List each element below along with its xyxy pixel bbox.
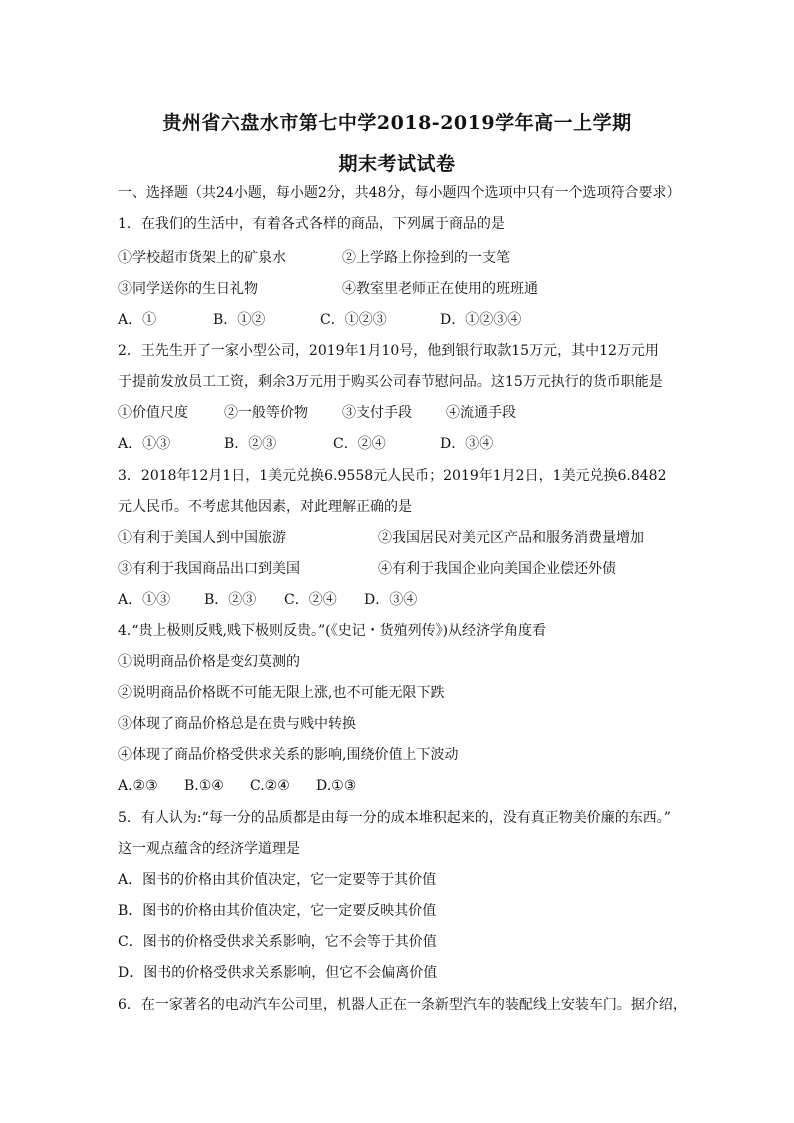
question-6-stem: 6．在一家著名的电动汽车公司里，机器人正在一条新型汽车的装配线上安装车门。据介绍，: [118, 997, 687, 1013]
question-3-item-4: ④有利于我国企业向美国企业偿还外债: [378, 561, 616, 577]
question-3-stem-2: 元人民币。不考虑其他因素，对此理解正确的是: [118, 499, 412, 515]
question-5-choice-a: A．图书的价格由其价值决定，它一定要等于其价值: [118, 872, 437, 888]
question-4-choice-d: D.①③: [316, 778, 357, 794]
question-5-stem-1: 5．有人认为:“每一分的品质都是由每一分的成本堆积起来的，没有真正物美价廉的东西。”: [118, 810, 671, 826]
question-2-item-4: ④流通手段: [446, 405, 516, 421]
question-5-choice-c: C．图书的价格受供求关系影响，它不会等于其价值: [118, 934, 437, 950]
question-1-choice-b: B．①②: [213, 312, 266, 328]
question-5-choice-d: D．图书的价格受供求关系影响，但它不会偏离价值: [118, 965, 438, 981]
question-1-item-1: ①学校超市货架上的矿泉水: [118, 250, 286, 266]
question-4-item-1: ①说明商品价格是变幻莫测的: [118, 654, 300, 670]
question-3-choice-c: C．②④: [284, 592, 337, 608]
question-3-choice-b: B．②③: [204, 592, 257, 608]
question-4-item-3: ③体现了商品价格总是在贵与贱中转换: [118, 716, 356, 732]
question-1-stem: 1．在我们的生活中，有着各式各样的商品，下列属于商品的是: [118, 216, 505, 232]
question-1-item-2: ②上学路上你捡到的一支笔: [342, 250, 510, 266]
question-4-choice-a: A.②③: [118, 778, 158, 794]
question-1-choice-c: C．①②③: [320, 312, 387, 328]
question-3-item-1: ①有利于美国人到中国旅游: [118, 530, 286, 546]
question-2-item-2: ②一般等价物: [224, 405, 308, 421]
question-2-item-3: ③支付手段: [342, 405, 412, 421]
question-4-choice-c: C.②④: [250, 778, 290, 794]
question-2-choice-d: D．③④: [440, 436, 494, 452]
question-2-stem-2: 于提前发放员工工资，剩余3万元用于购买公司春节慰问品。这15万元执行的货币职能是: [118, 374, 663, 390]
question-1-choice-a: A．①: [118, 312, 157, 328]
question-3-choice-a: A．①③: [118, 592, 171, 608]
question-3-item-2: ②我国居民对美元区产品和服务消费量增加: [378, 530, 644, 546]
question-4-choice-b: B.①④: [184, 778, 224, 794]
question-3-stem-1: 3．2018年12月1日，1美元兑换6.9558元人民币；2019年1月2日，1美元兑换6.8482: [118, 468, 667, 484]
question-2-choice-c: C．②④: [333, 436, 386, 452]
title-line-2: 期末考试试卷: [338, 153, 456, 175]
question-4-item-4: ④体现了商品价格受供求关系的影响,围绕价值上下波动: [118, 747, 459, 763]
section-header: 一、选择题（共24小题，每小题2分，共48分，每小题四个选项中只有一个选项符合要求）: [118, 185, 681, 201]
question-1-choice-d: D．①②③④: [440, 312, 522, 328]
question-1-item-3: ③同学送你的生日礼物: [118, 281, 258, 297]
question-3-item-3: ③有利于我国商品出口到美国: [118, 561, 300, 577]
question-4-stem: 4.“贵上极则反贱,贱下极则反贵。”(《史记・货殖列传》)从经济学角度看: [118, 623, 547, 639]
question-5-choice-b: B．图书的价格由其价值决定，它一定要反映其价值: [118, 903, 437, 919]
question-4-item-2: ②说明商品价格既不可能无限上涨,也不可能无限下跌: [118, 685, 445, 701]
question-3-choice-d: D．③④: [364, 592, 418, 608]
question-2-choice-a: A．①③: [118, 436, 171, 452]
title-line-1: 贵州省六盘水市第七中学2018-2019学年高一上学期: [162, 112, 632, 134]
question-2-item-1: ①价值尺度: [118, 405, 188, 421]
question-1-item-4: ④教室里老师正在使用的班班通: [342, 281, 538, 297]
question-2-stem-1: 2．王先生开了一家小型公司，2019年1月10号，他到银行取款15万元，其中12万元用: [118, 343, 659, 359]
question-2-choice-b: B．②③: [224, 436, 277, 452]
question-5-stem-2: 这一观点蕴含的经济学道理是: [118, 841, 300, 857]
